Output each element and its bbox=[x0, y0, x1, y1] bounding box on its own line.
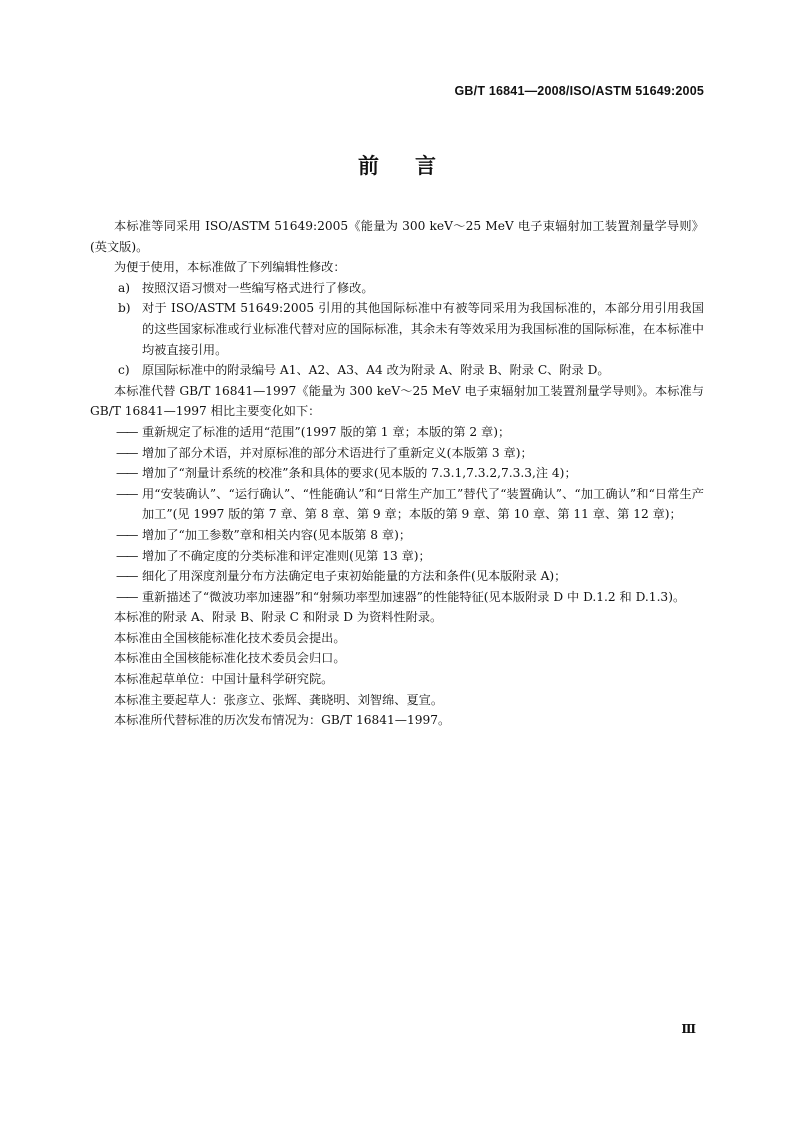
edit-item-label: a) bbox=[118, 280, 131, 295]
change-item-text: 增加了“加工参数”章和相关内容(见本版第 8 章)； bbox=[142, 527, 412, 542]
closing-paragraph: 本标准由全国核能标准化技术委员会提出。 bbox=[114, 630, 346, 645]
change-item bbox=[90, 463, 704, 484]
dash-mark: —— bbox=[116, 527, 137, 542]
dash-mark: —— bbox=[116, 569, 137, 584]
closing-paragraph: 本标准起草单位：中国计量科学研究院。 bbox=[114, 672, 334, 687]
edit-item-text: 对于 ISO/ASTM 51649:2005 引用的其他国际标准中有被等同采用为我国标准的，本部分用引用我国的这些国家标准或行业标准代替对应的国际标准，其余未有等效采用为我国标准的国际标准，在本标准中均被直接引用。 bbox=[142, 301, 704, 357]
edit-item-text: 按照汉语习惯对一些编写格式进行了修改。 bbox=[142, 280, 374, 295]
edit-item bbox=[90, 298, 704, 360]
header-standard-code: GB/T 16841—2008/ISO/ASTM 51649:2005 bbox=[454, 84, 704, 98]
change-item-text: 增加了“剂量计系统的校准”条和具体的要求(见本版的 7.3.1,7.3.2,7.3.3,注 4)； bbox=[142, 466, 577, 481]
change-item bbox=[90, 546, 704, 567]
change-item bbox=[90, 566, 704, 587]
page-number: Ⅲ bbox=[681, 1022, 696, 1036]
change-item bbox=[90, 587, 704, 608]
change-item-text: 用“安装确认”、“运行确认”、“性能确认”和“日常生产加工”替代了“装置确认”、“加工确认”和“日常生产加工”(见 1997 版的第 7 章、第 8 章、第 9 章；本版的第 9 章、第 10 章、第 11 章、第 12 章)； bbox=[142, 486, 704, 522]
change-item-text: 重新规定了标准的适用“范围”(1997 版的第 1 章；本版的第 2 章)； bbox=[142, 424, 511, 439]
edit-item-text: 原国际标准中的附录编号 A1、A2、A3、A4 改为附录 A、附录 B、附录 C、附录 D。 bbox=[142, 363, 610, 378]
change-item-text: 增加了不确定度的分类标准和评定准则(见第 13 章)； bbox=[142, 548, 431, 563]
edit-item-label: c) bbox=[118, 363, 130, 378]
dash-mark: —— bbox=[116, 466, 137, 481]
dash-mark: —— bbox=[116, 445, 137, 460]
intro-paragraph: 本标准等同采用 ISO/ASTM 51649:2005《能量为 300 keV～25 MeV 电子束辐射加工装置剂量学导则》(英文版)。 bbox=[90, 219, 704, 254]
change-item bbox=[90, 443, 704, 464]
closing-paragraph: 本标准的附录 A、附录 B、附录 C 和附录 D 为资料性附录。 bbox=[114, 610, 443, 625]
page-title: 前言 bbox=[358, 154, 472, 178]
change-item-text: 增加了部分术语，并对原标准的部分术语进行了重新定义(本版第 3 章)； bbox=[142, 445, 533, 460]
change-item bbox=[90, 422, 704, 443]
change-item-text: 细化了用深度剂量分布方法确定电子束初始能量的方法和条件(见本版附录 A)； bbox=[142, 569, 567, 584]
intro-paragraph: 为便于使用，本标准做了下列编辑性修改： bbox=[114, 260, 346, 275]
document-body bbox=[90, 216, 704, 731]
replace-paragraph: 本标准代替 GB/T 16841—1997《能量为 300 keV～25 MeV 电子束辐射加工装置剂量学导则》。本标准与 GB/T 16841—1997 相比主要变化如下： bbox=[90, 383, 704, 419]
change-item bbox=[90, 525, 704, 546]
dash-mark: —— bbox=[116, 424, 137, 439]
dash-mark: —— bbox=[116, 486, 137, 501]
change-item bbox=[90, 484, 704, 525]
closing-paragraph: 本标准主要起草人：张彦立、张辉、龚晓明、刘智绵、夏宣。 bbox=[114, 692, 444, 707]
dash-mark: —— bbox=[116, 589, 137, 604]
edit-item-label: b) bbox=[118, 301, 131, 316]
closing-paragraph: 本标准所代替标准的历次发布情况为：GB/T 16841—1997。 bbox=[114, 713, 451, 728]
closing-paragraph: 本标准由全国核能标准化技术委员会归口。 bbox=[114, 651, 346, 666]
change-item-text: 重新描述了“微波功率加速器”和“射频功率型加速器”的性能特征(见本版附录 D 中 D.1.2 和 D.1.3)。 bbox=[142, 589, 686, 604]
edit-item bbox=[90, 278, 704, 299]
edit-item bbox=[90, 360, 704, 381]
dash-mark: —— bbox=[116, 548, 137, 563]
